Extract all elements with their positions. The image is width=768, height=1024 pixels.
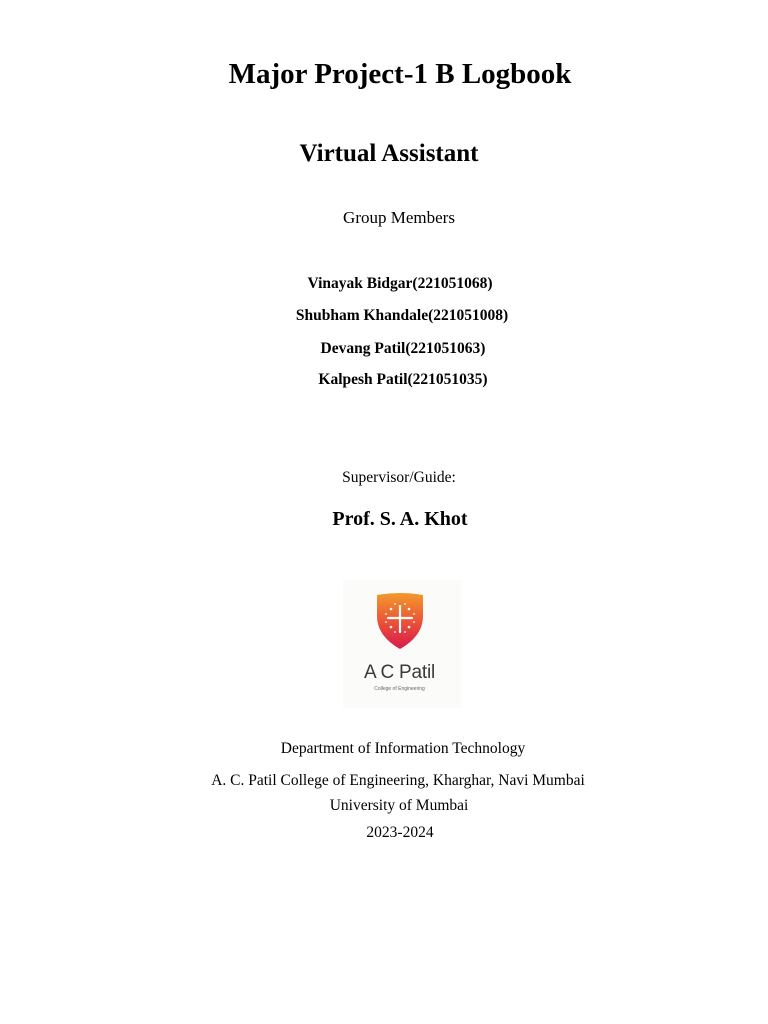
member-item: Kalpesh Patil(221051035) — [318, 371, 488, 388]
supervisor-label: Supervisor/Guide: — [342, 469, 456, 486]
document-title: Major Project-1 B Logbook — [228, 58, 572, 90]
member-item: Vinayak Bidgar(221051068) — [307, 275, 493, 292]
department-name: Department of Information Technology — [280, 740, 526, 757]
college-logo — [343, 580, 461, 708]
member-item: Shubham Khandale(221051008) — [295, 307, 509, 324]
logo-wordmark: A C Patil — [363, 662, 436, 683]
group-members-heading: Group Members — [343, 208, 455, 227]
shield-crest-icon — [375, 592, 425, 650]
project-name: Virtual Assistant — [299, 140, 479, 167]
member-item: Devang Patil(221051063) — [320, 340, 486, 357]
university-name: University of Mumbai — [329, 797, 469, 814]
college-name: A. C. Patil College of Engineering, Kharghar, Navi Mumbai — [211, 772, 585, 789]
academic-year: 2023-2024 — [366, 824, 434, 841]
supervisor-name: Prof. S. A. Khot — [332, 508, 468, 530]
logo-subtitle: College of Engineering — [374, 686, 425, 692]
